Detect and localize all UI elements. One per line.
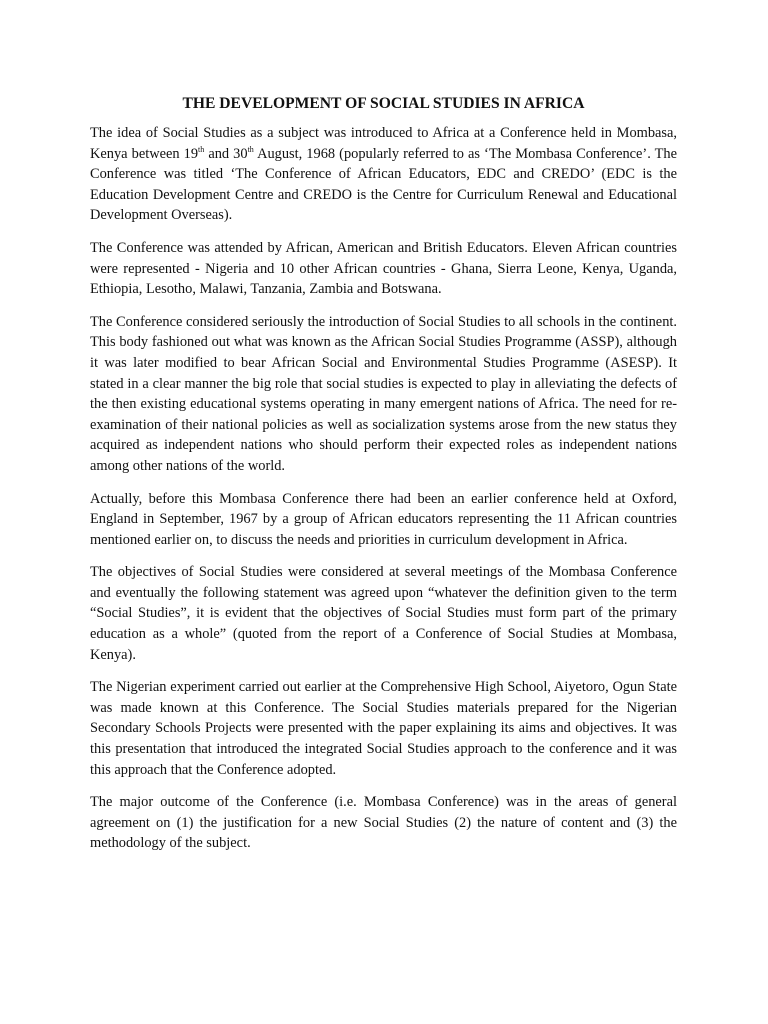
paragraph-7: The major outcome of the Conference (i.e. Mombasa Conference) was in the areas of general agreement on (1) the justification for a new Social Studies (2) the nature of content and (3) the methodology of the subject. xyxy=(90,794,677,852)
paragraph-1-part-c: August, 1968 (popularly referred to as ‘The Mombasa Conference’. The Conference was titled ‘The Conference of African Educators, EDC and CREDO’ (EDC is the Education Development Centre and CREDO is the Centre for Curriculum Renewal and Educational Development Overseas). xyxy=(90,145,677,224)
paragraph-1-part-a: The idea of Social Studies as a subject was introduced to Africa at a Conference held in Mombasa, Kenya between 19 xyxy=(90,125,677,162)
paragraph-6: The Nigerian experiment carried out earlier at the Comprehensive High School, Aiyetoro, Ogun State was made known at this Conference. The Social Studies materials prepared for the Nigerian Secondary Schools Projects were presented with the paper explaining its aims and objectives. It was this presentation that introduced the integrated Social Studies approach to the conference and it was this approach that the Conference adopted. xyxy=(90,679,677,778)
paragraph-1-part-b: and 30 xyxy=(204,145,248,162)
paragraph-2: The Conference was attended by African, American and British Educators. Eleven African countries were represented - Nigeria and 10 other African countries - Ghana, Sierra Leone, Kenya, Uganda, Ethiopia, Lesotho, Malawi, Tanzania, Zambia and Botswana. xyxy=(90,239,677,298)
superscript-th-2: th xyxy=(247,144,254,154)
paragraph-5: The objectives of Social Studies were considered at several meetings of the Mombasa Conference and eventually the following statement was agreed upon “whatever the definition given to the term “Social Studies”, it is evident that the objectives of Social Studies must form part of the primary education as a whole” (quoted from the report of a Conference of Social Studies at Mombasa, Kenya). xyxy=(90,564,677,663)
superscript-th-1: th xyxy=(198,144,205,154)
document-title: THE DEVELOPMENT OF SOCIAL STUDIES IN AFRICA xyxy=(182,95,585,112)
paragraph-3: The Conference considered seriously the introduction of Social Studies to all schools in the continent. This body fashioned out what was known as the African Social Studies Programme (ASSP), although it was later modified to bear African Social and Environmental Studies Programme (ASESP). It stated in a clear manner the big role that social studies is expected to play in alleviating the defects of the then existing educational systems operating in many emergent nations of Africa. The need for re-examination of their national policies as well as socialization systems arose from the new status they acquired as independent nations who should perform their expected roles as independent nations among other nations of the world. xyxy=(90,313,677,474)
paragraph-4: Actually, before this Mombasa Conference there had been an earlier conference held at Oxford, England in September, 1967 by a group of African educators representing the 11 African countries mentioned earlier on, to discuss the needs and priorities in curriculum development in Africa. xyxy=(90,490,677,548)
paragraph-1 xyxy=(90,123,677,226)
document-page xyxy=(90,94,677,866)
